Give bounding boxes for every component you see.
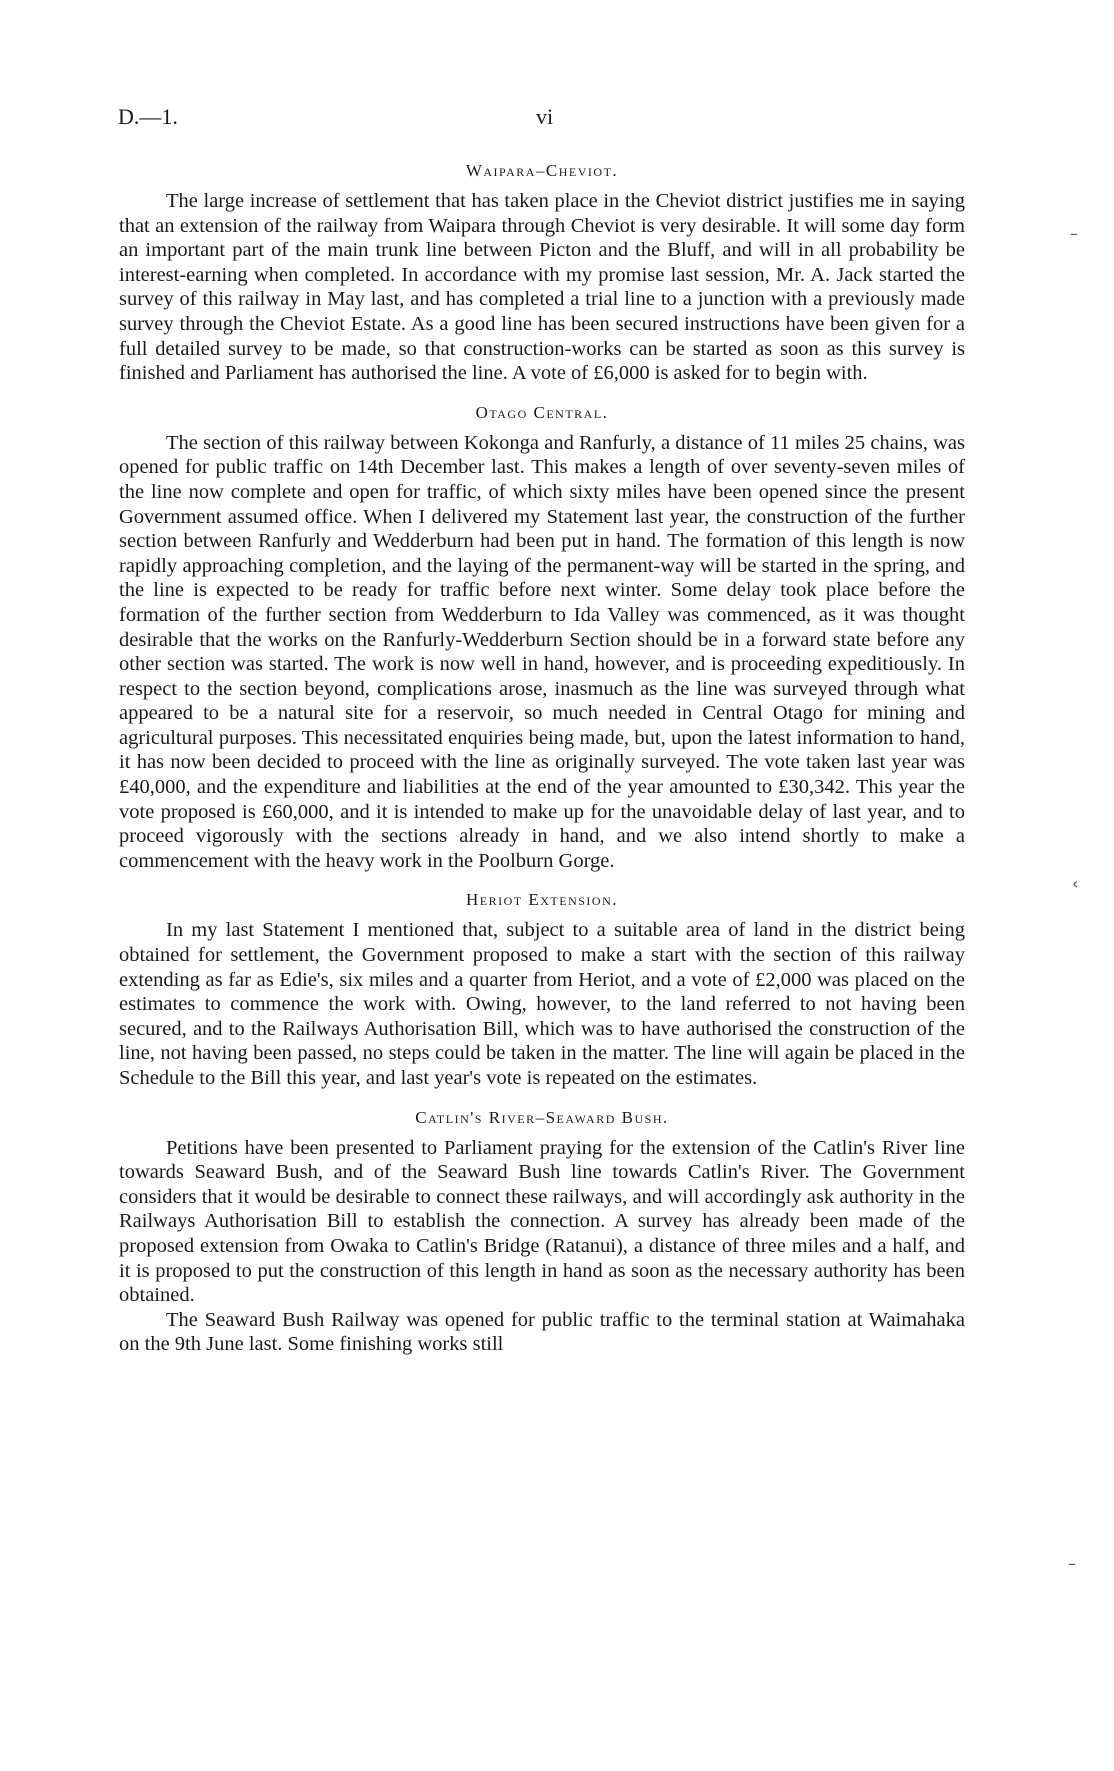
- section-heading: Otago Central.: [475, 402, 609, 422]
- section-paragraph: Petitions have been presented to Parliament praying for the extension of the Catlin's River line towards Seaward Bush, and of the Seaward Bush line towards Catlin's River. The Government considers that it would be desirable to connect these railways, and will accordingly ask authority in the Railways Authorisation Bill to establish the connection. A survey has already been made of the proposed extension from Owaka to Catlin's Bridge (Ratanui), a distance of three miles and a half, and it is proposed to put the construction of this length in hand as soon as the necessary authority has been obtained.: [119, 1136, 965, 1307]
- page-body: [119, 160, 965, 1373]
- margin-tick-mark: ‹: [1072, 874, 1079, 893]
- section-heading: Waipara–Cheviot.: [465, 161, 619, 180]
- document-code: D.—1.: [118, 104, 178, 129]
- section-heading: Heriot Extension.: [466, 890, 618, 910]
- section-catlins-river-seaward-bush: [119, 1107, 965, 1357]
- margin-tick-mark: –: [1070, 224, 1078, 243]
- section-heading: Catlin's River–Seaward Bush.: [415, 1107, 669, 1127]
- section-heriot-extension: [119, 889, 965, 1090]
- section-paragraph: In my last Statement I mentioned that, subject to a suitable area of land in the district being obtained for settlement, the Government proposed to make a start with the section of this railway extending as far as Edie's, six miles and a quarter from Heriot, and a vote of £2,000 was placed on the estimates to commence the work with. Owing, however, to the land referred to not having been secured, and to the Railways Authorisation Bill, which was to have authorised the construction of the line, not having been passed, no steps could be taken in the matter. The line will again be placed in the Schedule to the Bill this year, and last year's vote is repeated on the estimates.: [119, 919, 965, 1089]
- section-otago-central: [119, 402, 965, 874]
- section-waipara-cheviot: [119, 160, 965, 386]
- section-paragraph: The Seaward Bush Railway was opened for public traffic to the terminal station at Waimahaka on the 9th June last. Some finishing works still: [119, 1308, 965, 1356]
- section-paragraph: The section of this railway between Kokonga and Ranfurly, a distance of 11 miles 25 chains, was opened for public traffic on 14th December last. This makes a length of over seventy-seven miles of the line now complete and open for traffic, of which sixty miles have been opened since the present Government assumed office. When I delivered my Statement last year, the construction of the further section between Ranfurly and Wedderburn had been put in hand. The formation of this length is now rapidly approaching completion, and the laying of the permanent-way will be started in the spring, and the line is expected to be ready for traffic before next winter. Some delay took place before the formation of the further section from Wedderburn to Ida Valley was commenced, as it was thought desirable that the works on the Ranfurly-Wedderburn Section should be in a forward state before any other section was started. The work is now well in hand, however, and is proceeding expeditiously. In respect to the section beyond, complications arose, inasmuch as the line was surveyed through what appeared to be a natural site for a reservoir, so much needed in Central Otago for mining and agricultural purposes. This necessitated enquiries being made, but, upon the latest information to hand, it has now been decided to proceed with the line as originally surveyed. The vote taken last year was £40,000, and the expenditure and liabilities at the end of the year amounted to £30,342. This year the vote proposed is £60,000, and it is intended to make up for the unavoidable delay of last year, and to proceed vigorously with the sections already in hand, and we also intend shortly to make a commencement with the heavy work in the Poolburn Gorge.: [119, 431, 965, 872]
- page-number: vi: [536, 104, 554, 129]
- margin-tick-mark: –: [1068, 1554, 1076, 1573]
- section-paragraph: The large increase of settlement that has taken place in the Cheviot district justifies me in saying that an extension of the railway from Waipara through Cheviot is very desirable. It will some day form an important part of the main trunk line between Picton and the Bluff, and will in all probability be interest-earning when completed. In accordance with my promise last session, Mr. A. Jack started the survey of this railway in May last, and has completed a trial line to a junction with a previously made survey through the Cheviot Estate. As a good line has been secured instructions have been given for a full detailed survey to be made, so that construction-works can be started as soon as this survey is finished and Parliament has authorised the line. A vote of £6,000 is asked for to begin with.: [119, 190, 965, 385]
- page-header: [118, 104, 964, 134]
